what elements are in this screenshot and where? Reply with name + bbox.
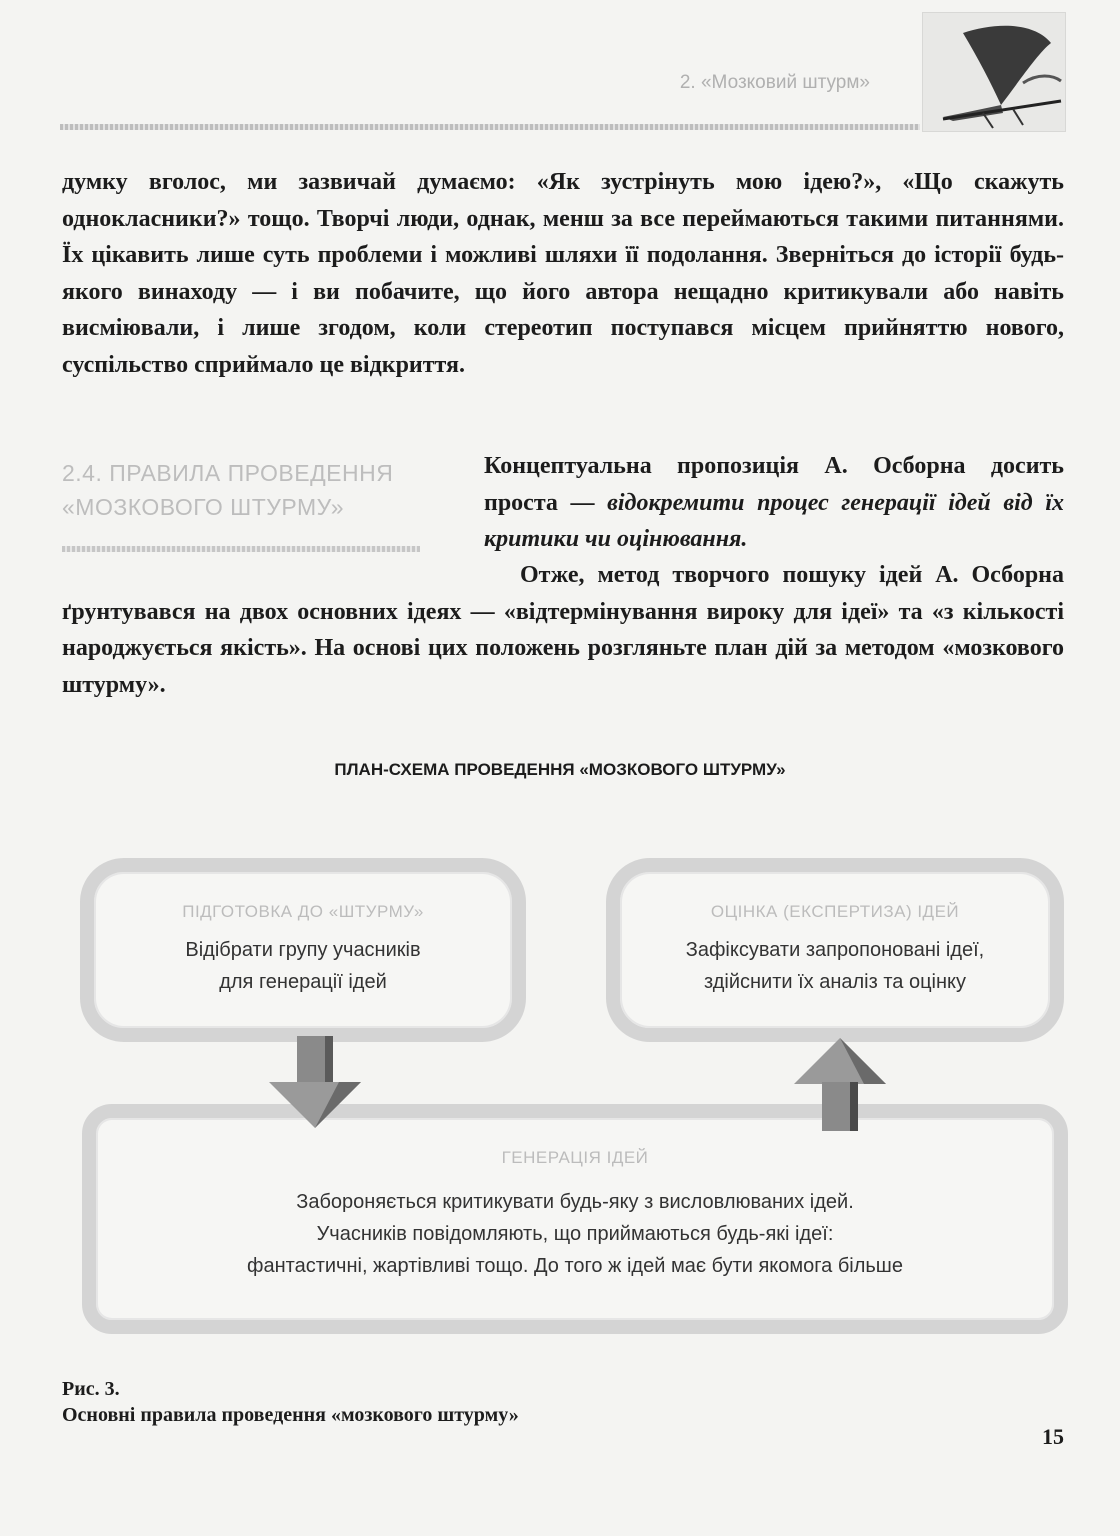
preparation-text: Відібрати групу учасників для генерації ідей [185,939,421,993]
running-head: 2. «Мозковий штурм» [679,72,870,93]
body-paragraph: думку вголос, ми зазвичай думаємо: «Як зустрінуть мою ідею?», «Що скажуть однокласники?» тощо. Творчі люди, однак, менш за все переймаються такими питаннями. Їх цікавить лише суть проблеми і можливі шляхи її подолання. Зверніться до історії будь-якого винаходу — і ви побачите, що його автора нещадно критикували або навіть висміювали, і лише згодом, коли стереотип поступався місцем прийняттю нового, суспільство сприймало це відкриття. [62,169,1064,378]
figure-caption: Основні правила проведення «мозкового штурму» [62,1404,519,1426]
section-heading: 2.4. ПРАВИЛА ПРОВЕДЕННЯ «МОЗКОВОГО ШТУРМУ» [62,460,394,520]
section-divider [62,546,420,552]
concept-emphasis: відокремити процес генерації ідей від їх критики чи оцінювання. [484,489,1064,552]
body-paragraph-method: Отже, метод творчого пошуку ідей А. Осборна ґрунтувався на двох основних ідеях — «відтермінування вироку для ідеї» та «з кількості народжується якість». На основі цих положень розгляньте план дій за методом «мозкового штурму». [62,562,1064,698]
concept-text: Концептуальна пропозиція А. Осборна досить проста — [484,453,1064,516]
generation-box [82,1104,1068,1334]
figure-number: Рис. 3. [62,1378,120,1400]
arrow-down-icon [265,1036,365,1131]
preparation-box [80,858,526,1042]
page-number: 15 [1042,1424,1064,1449]
header-divider [60,124,920,130]
arrow-up-icon [790,1036,890,1131]
generation-text: Забороняється критикувати будь-яку з висловлюваних ідей. Учасників повідомляють, що приймаються будь-які ідеї: фантастичні, жартівливі тощо. До того ж ідей має бути якомога більше [247,1191,903,1277]
evaluation-text: Зафіксувати запропоновані ідеї, здійснити їх аналіз та оцінку [685,939,985,993]
body-paragraph-concept [484,448,1064,558]
generation-label: ГЕНЕРАЦІЯ ІДЕЙ [501,1148,649,1167]
figure-title: ПЛАН-СХЕМА ПРОВЕДЕННЯ «МОЗКОВОГО ШТУРМУ» [334,760,786,779]
evaluation-label: ОЦІНКА (ЕКСПЕРТИЗА) ІДЕЙ [710,902,960,921]
flying-machine-illustration [922,12,1066,132]
preparation-label: ПІДГОТОВКА ДО «ШТУРМУ» [182,902,424,921]
evaluation-box [606,858,1064,1042]
